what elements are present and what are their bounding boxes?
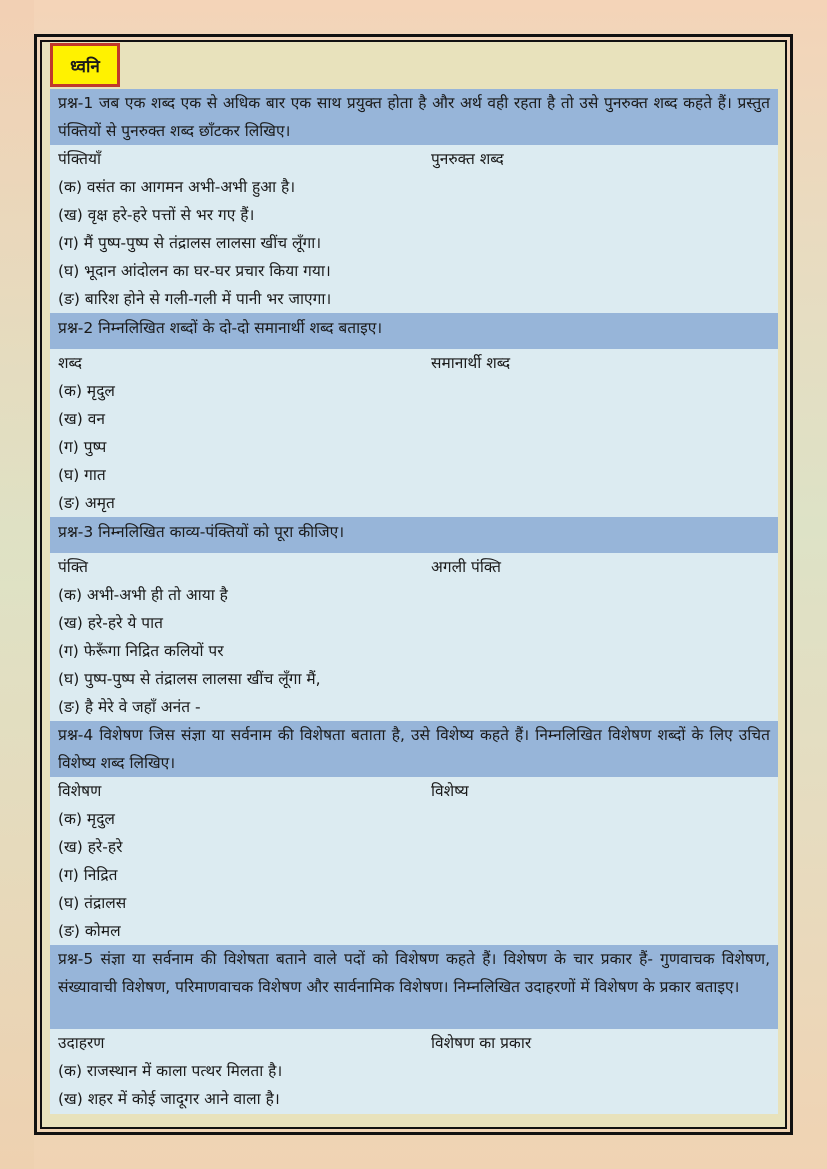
table-header-row — [50, 145, 778, 173]
item-text: (घ) पुष्प-पुष्प से तंद्रालस लालसा खींच लूँगा मैं, — [58, 670, 321, 688]
item-text: (ग) फेरूँगा निद्रित कलियों पर — [58, 642, 224, 660]
table-row — [50, 201, 778, 229]
table-row — [50, 173, 778, 201]
table-row — [50, 489, 778, 517]
page-background — [0, 0, 34, 1169]
item-text: (ग) मैं पुष्प-पुष्प से तंद्रालस लालसा खींच लूँगा। — [58, 234, 322, 252]
table-header-row — [50, 349, 778, 377]
question-2: प्रश्न-2 निम्नलिखित शब्दों के दो-दो समानार्थी शब्द बताइए। — [50, 313, 778, 349]
table-row — [50, 609, 778, 637]
table-header-row — [50, 553, 778, 581]
table-row — [50, 889, 778, 917]
column-header-right: अगली पंक्ति — [431, 558, 501, 576]
item-text: (ङ) बारिश होने से गली-गली में पानी भर जाएगा। — [58, 290, 332, 308]
item-text: (घ) भूदान आंदोलन का घर-घर प्रचार किया गया। — [58, 262, 331, 280]
column-header-left: शब्द — [58, 354, 82, 372]
table-row — [50, 1085, 778, 1113]
item-text: (ङ) कोमल — [58, 922, 121, 940]
table-row — [50, 229, 778, 257]
table-row — [50, 581, 778, 609]
question-3-table — [50, 553, 778, 721]
column-header-right: समानार्थी शब्द — [431, 354, 511, 372]
table-row — [50, 405, 778, 433]
table-row — [50, 693, 778, 721]
item-text: (क) राजस्थान में काला पत्थर मिलता है। — [58, 1062, 283, 1080]
question-5: प्रश्न-5 संज्ञा या सर्वनाम की विशेषता बताने वाले पदों को विशेषण कहते हैं। विशेषण के चार प्रकार हैं- गुणवाचक विशेषण, संख्यावाची विशेषण, परिमाणवाचक विशेषण और सार्वनामिक विशेषण। निम्नलिखित उदाहरणों में विशेषण के प्रकार बताइए। — [50, 945, 778, 1029]
table-row — [50, 833, 778, 861]
question-5-table — [50, 1029, 778, 1114]
item-text: (ख) शहर में कोई जादूगर आने वाला है। — [58, 1090, 280, 1108]
table-header-row — [50, 1029, 778, 1057]
item-text: (घ) गात — [58, 466, 106, 484]
table-row — [50, 917, 778, 945]
table-row — [50, 1057, 778, 1085]
item-text: (ख) वृक्ष हरे-हरे पत्तों से भर गए हैं। — [58, 206, 255, 224]
table-row — [50, 665, 778, 693]
item-text: (क) मृदुल — [58, 382, 115, 400]
table-row — [50, 285, 778, 313]
table-row — [50, 433, 778, 461]
column-header-left: पंक्ति — [58, 558, 88, 576]
column-header-right: विशेषण का प्रकार — [431, 1034, 532, 1052]
column-header-right: विशेष्य — [431, 782, 469, 800]
question-3: प्रश्न-3 निम्नलिखित काव्य-पंक्तियों को पूरा कीजिए। — [50, 517, 778, 553]
item-text: (ङ) अमृत — [58, 494, 115, 512]
item-text: (ख) वन — [58, 410, 105, 428]
question-4: प्रश्न-4 विशेषण जिस संज्ञा या सर्वनाम की विशेषता बताता है, उसे विशेष्य कहते हैं। निम्नलिखित विशेषण शब्दों के लिए उचित विशेष्य शब्द लिखिए। — [50, 721, 778, 777]
table-header-row — [50, 777, 778, 805]
item-text: (क) अभी-अभी ही तो आया है — [58, 586, 228, 604]
column-header-right: पुनरुक्त शब्द — [431, 150, 504, 168]
table-row — [50, 637, 778, 665]
table-row — [50, 461, 778, 489]
worksheet-content — [50, 89, 778, 1114]
chapter-title: ध्वनि — [50, 43, 120, 87]
table-row — [50, 861, 778, 889]
table-row — [50, 805, 778, 833]
table-row — [50, 257, 778, 285]
table-row — [50, 377, 778, 405]
item-text: (घ) तंद्रालस — [58, 894, 127, 912]
item-text: (क) वसंत का आगमन अभी-अभी हुआ है। — [58, 178, 296, 196]
question-4-table — [50, 777, 778, 945]
item-text: (ख) हरे-हरे — [58, 838, 123, 856]
question-2-table — [50, 349, 778, 517]
item-text: (ग) पुष्प — [58, 438, 107, 456]
item-text: (ख) हरे-हरे ये पात — [58, 614, 163, 632]
item-text: (ग) निद्रित — [58, 866, 118, 884]
question-1: प्रश्न-1 जब एक शब्द एक से अधिक बार एक साथ प्रयुक्त होता है और अर्थ वही रहता है तो उसे पुनरुक्त शब्द कहते हैं। प्रस्तुत पंक्तियों से पुनरुक्त शब्द छाँटकर लिखिए। — [50, 89, 778, 145]
question-1-table — [50, 145, 778, 313]
item-text: (ङ) है मेरे वे जहाँ अनंत - — [58, 698, 201, 716]
column-header-left: विशेषण — [58, 782, 102, 800]
item-text: (क) मृदुल — [58, 810, 115, 828]
column-header-left: उदाहरण — [58, 1034, 105, 1052]
column-header-left: पंक्तियाँ — [58, 150, 101, 168]
